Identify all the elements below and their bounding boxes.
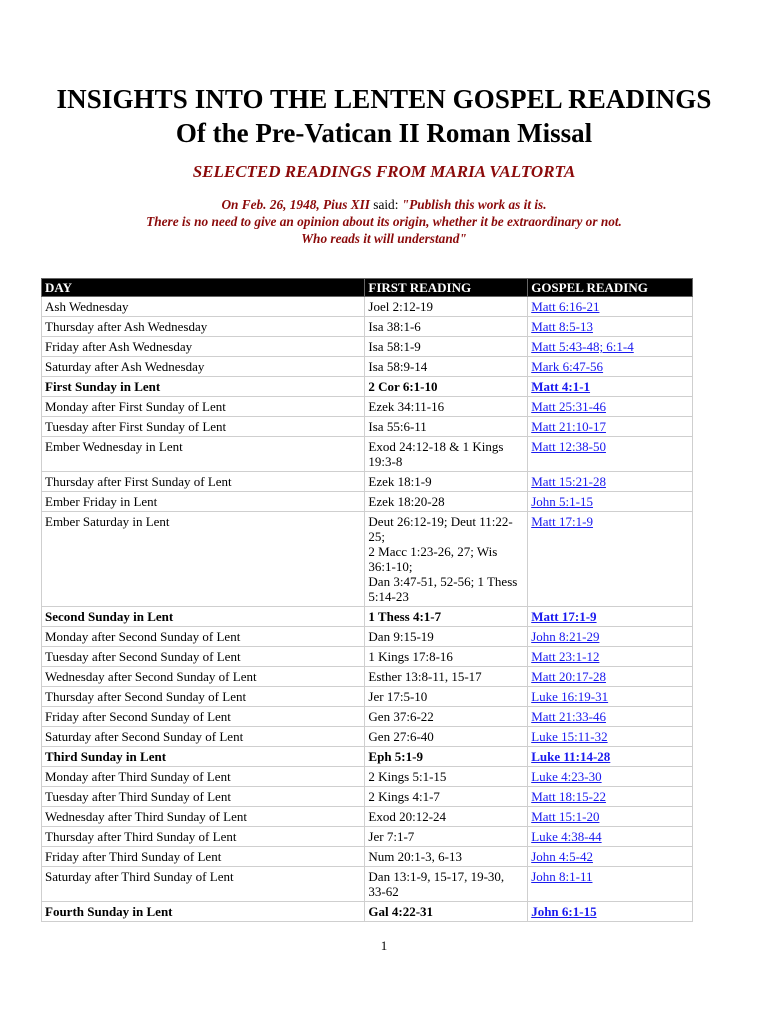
first-reading-cell: Isa 38:1-6 xyxy=(365,317,528,337)
first-reading-cell: Jer 7:1-7 xyxy=(365,827,528,847)
first-reading-cell: Gen 37:6-22 xyxy=(365,707,528,727)
table-row xyxy=(42,807,693,827)
quote-line-3: Who reads it will understand" xyxy=(301,231,467,246)
day-cell: Ember Friday in Lent xyxy=(42,492,365,512)
day-cell: Thursday after Ash Wednesday xyxy=(42,317,365,337)
table-row xyxy=(42,377,693,397)
day-cell: Ash Wednesday xyxy=(42,297,365,317)
table-row xyxy=(42,472,693,492)
table-row xyxy=(42,357,693,377)
first-reading-cell: Isa 58:1-9 xyxy=(365,337,528,357)
table-row xyxy=(42,512,693,607)
day-cell: Fourth Sunday in Lent xyxy=(42,902,365,922)
gospel-reading-cell xyxy=(528,687,693,707)
gospel-reading-link[interactable]: Luke 15:11-32 xyxy=(531,729,608,744)
gospel-reading-link[interactable]: Luke 4:23-30 xyxy=(531,769,602,784)
gospel-reading-link[interactable]: Matt 4:1-1 xyxy=(531,379,591,394)
column-header-day: DAY xyxy=(42,279,365,297)
day-cell: Wednesday after Second Sunday of Lent xyxy=(42,667,365,687)
table-row xyxy=(42,687,693,707)
day-cell: Second Sunday in Lent xyxy=(42,607,365,627)
gospel-reading-link[interactable]: Matt 23:1-12 xyxy=(531,649,600,664)
page-number: 1 xyxy=(380,938,388,953)
gospel-reading-link[interactable]: Matt 25:31-46 xyxy=(531,399,606,414)
day-cell: Friday after Second Sunday of Lent xyxy=(42,707,365,727)
first-reading-cell: Num 20:1-3, 6-13 xyxy=(365,847,528,867)
gospel-reading-link[interactable]: Matt 20:17-28 xyxy=(531,669,606,684)
gospel-reading-cell xyxy=(528,827,693,847)
first-reading-cell: Dan 9:15-19 xyxy=(365,627,528,647)
gospel-reading-cell xyxy=(528,807,693,827)
gospel-reading-cell xyxy=(528,767,693,787)
column-header-gospel-reading: GOSPEL READING xyxy=(528,279,693,297)
gospel-reading-link[interactable]: Matt 5:43-48; 6:1-4 xyxy=(531,339,634,354)
first-reading-cell: Isa 55:6-11 xyxy=(365,417,528,437)
gospel-reading-cell xyxy=(528,397,693,417)
gospel-reading-cell xyxy=(528,902,693,922)
gospel-reading-cell xyxy=(528,377,693,397)
day-cell: Thursday after Second Sunday of Lent xyxy=(42,687,365,707)
day-cell: Thursday after Third Sunday of Lent xyxy=(42,827,365,847)
first-reading-cell: Joel 2:12-19 xyxy=(365,297,528,317)
gospel-reading-link[interactable]: John 5:1-15 xyxy=(531,494,593,509)
first-reading-cell: Ezek 34:11-16 xyxy=(365,397,528,417)
table-row xyxy=(42,707,693,727)
day-cell: Friday after Third Sunday of Lent xyxy=(42,847,365,867)
gospel-reading-link[interactable]: Matt 15:21-28 xyxy=(531,474,606,489)
gospel-reading-cell xyxy=(528,867,693,902)
table-header-row xyxy=(42,279,693,297)
first-reading-cell: Deut 26:12-19; Deut 11:22-25; 2 Macc 1:23-26, 27; Wis 36:1-10; Dan 3:47-51, 52-56; 1 Thess 5:14-23 xyxy=(365,512,528,607)
gospel-reading-link[interactable]: Matt 21:33-46 xyxy=(531,709,606,724)
first-reading-cell: 1 Thess 4:1-7 xyxy=(365,607,528,627)
document-title: INSIGHTS INTO THE LENTEN GOSPEL READINGS xyxy=(56,84,712,114)
table-row xyxy=(42,607,693,627)
gospel-reading-cell xyxy=(528,472,693,492)
gospel-reading-cell xyxy=(528,492,693,512)
table-row xyxy=(42,847,693,867)
gospel-reading-cell xyxy=(528,512,693,607)
day-cell: Tuesday after Third Sunday of Lent xyxy=(42,787,365,807)
lenten-readings-table xyxy=(41,278,693,922)
first-reading-cell: Exod 20:12-24 xyxy=(365,807,528,827)
quote-text-1: "Publish this work as it is. xyxy=(401,197,547,212)
gospel-reading-link[interactable]: Luke 16:19-31 xyxy=(531,689,609,704)
gospel-reading-link[interactable]: Mark 6:47-56 xyxy=(531,359,604,374)
first-reading-cell: Jer 17:5-10 xyxy=(365,687,528,707)
first-reading-cell: 2 Cor 6:1-10 xyxy=(365,377,528,397)
gospel-reading-link[interactable]: Matt 8:5-13 xyxy=(531,319,593,334)
document-subtitle: Of the Pre-Vatican II Roman Missal xyxy=(175,118,593,148)
table-row xyxy=(42,397,693,417)
gospel-reading-link[interactable]: Luke 4:38-44 xyxy=(531,829,602,844)
table-row xyxy=(42,337,693,357)
first-reading-cell: Exod 24:12-18 & 1 Kings 19:3-8 xyxy=(365,437,528,472)
gospel-reading-link[interactable]: Matt 12:38-50 xyxy=(531,439,606,454)
first-reading-cell: Ezek 18:20-28 xyxy=(365,492,528,512)
gospel-reading-cell xyxy=(528,417,693,437)
table-row xyxy=(42,492,693,512)
day-cell: Monday after First Sunday of Lent xyxy=(42,397,365,417)
quote-said: said: xyxy=(369,197,402,212)
gospel-reading-link[interactable]: John 8:21-29 xyxy=(531,629,600,644)
day-cell: Wednesday after Third Sunday of Lent xyxy=(42,807,365,827)
first-reading-cell: Ezek 18:1-9 xyxy=(365,472,528,492)
first-reading-cell: Isa 58:9-14 xyxy=(365,357,528,377)
gospel-reading-cell xyxy=(528,727,693,747)
table-row xyxy=(42,747,693,767)
gospel-reading-link[interactable]: Matt 6:16-21 xyxy=(531,299,600,314)
day-cell: Saturday after Third Sunday of Lent xyxy=(42,867,365,902)
quote-line-1 xyxy=(0,196,768,213)
gospel-reading-cell xyxy=(528,667,693,687)
gospel-reading-cell xyxy=(528,337,693,357)
gospel-reading-cell xyxy=(528,847,693,867)
day-cell: Saturday after Ash Wednesday xyxy=(42,357,365,377)
table-row xyxy=(42,317,693,337)
quote-lead: On Feb. 26, 1948, Pius XII xyxy=(221,197,370,212)
table-row xyxy=(42,767,693,787)
gospel-reading-link[interactable]: John 6:1-15 xyxy=(531,904,597,919)
gospel-reading-cell xyxy=(528,297,693,317)
table-row xyxy=(42,727,693,747)
table-row xyxy=(42,297,693,317)
gospel-reading-cell xyxy=(528,647,693,667)
day-cell: Monday after Third Sunday of Lent xyxy=(42,767,365,787)
first-reading-cell: Gen 27:6-40 xyxy=(365,727,528,747)
first-reading-cell: 2 Kings 4:1-7 xyxy=(365,787,528,807)
table-row xyxy=(42,867,693,902)
gospel-reading-link[interactable]: Matt 18:15-22 xyxy=(531,789,606,804)
gospel-reading-cell xyxy=(528,607,693,627)
table-row xyxy=(42,787,693,807)
day-cell: Friday after Ash Wednesday xyxy=(42,337,365,357)
gospel-reading-link[interactable]: Luke 11:14-28 xyxy=(531,749,611,764)
day-cell: Saturday after Second Sunday of Lent xyxy=(42,727,365,747)
gospel-reading-link[interactable]: Matt 21:10-17 xyxy=(531,419,606,434)
gospel-reading-link[interactable]: John 4:5-42 xyxy=(531,849,593,864)
gospel-reading-link[interactable]: Matt 17:1-9 xyxy=(531,609,597,624)
pius-xii-quote xyxy=(0,196,768,247)
first-reading-cell: Gal 4:22-31 xyxy=(365,902,528,922)
table-row xyxy=(42,902,693,922)
day-cell: Tuesday after Second Sunday of Lent xyxy=(42,647,365,667)
first-reading-cell: 2 Kings 5:1-15 xyxy=(365,767,528,787)
gospel-reading-cell xyxy=(528,317,693,337)
gospel-reading-link[interactable]: John 8:1-11 xyxy=(531,869,593,884)
day-cell: Third Sunday in Lent xyxy=(42,747,365,767)
first-reading-cell: Eph 5:1-9 xyxy=(365,747,528,767)
first-reading-cell: Dan 13:1-9, 15-17, 19-30, 33-62 xyxy=(365,867,528,902)
table-row xyxy=(42,627,693,647)
gospel-reading-link[interactable]: Matt 17:1-9 xyxy=(531,514,593,529)
table-row xyxy=(42,647,693,667)
gospel-reading-cell xyxy=(528,437,693,472)
first-reading-cell: Esther 13:8-11, 15-17 xyxy=(365,667,528,687)
quote-line-2: There is no need to give an opinion about its origin, whether it be extraordinary or not. xyxy=(146,214,622,229)
day-cell: Tuesday after First Sunday of Lent xyxy=(42,417,365,437)
day-cell: Ember Saturday in Lent xyxy=(42,512,365,607)
table-row xyxy=(42,667,693,687)
day-cell: Ember Wednesday in Lent xyxy=(42,437,365,472)
day-cell: Monday after Second Sunday of Lent xyxy=(42,627,365,647)
gospel-reading-link[interactable]: Matt 15:1-20 xyxy=(531,809,600,824)
gospel-reading-cell xyxy=(528,707,693,727)
column-header-first-reading: FIRST READING xyxy=(365,279,528,297)
section-heading: SELECTED READINGS FROM MARIA VALTORTA xyxy=(192,162,576,181)
gospel-reading-cell xyxy=(528,747,693,767)
day-cell: Thursday after First Sunday of Lent xyxy=(42,472,365,492)
table-row xyxy=(42,437,693,472)
day-cell: First Sunday in Lent xyxy=(42,377,365,397)
gospel-reading-cell xyxy=(528,357,693,377)
gospel-reading-cell xyxy=(528,627,693,647)
table-row xyxy=(42,417,693,437)
table-row xyxy=(42,827,693,847)
gospel-reading-cell xyxy=(528,787,693,807)
first-reading-cell: 1 Kings 17:8-16 xyxy=(365,647,528,667)
